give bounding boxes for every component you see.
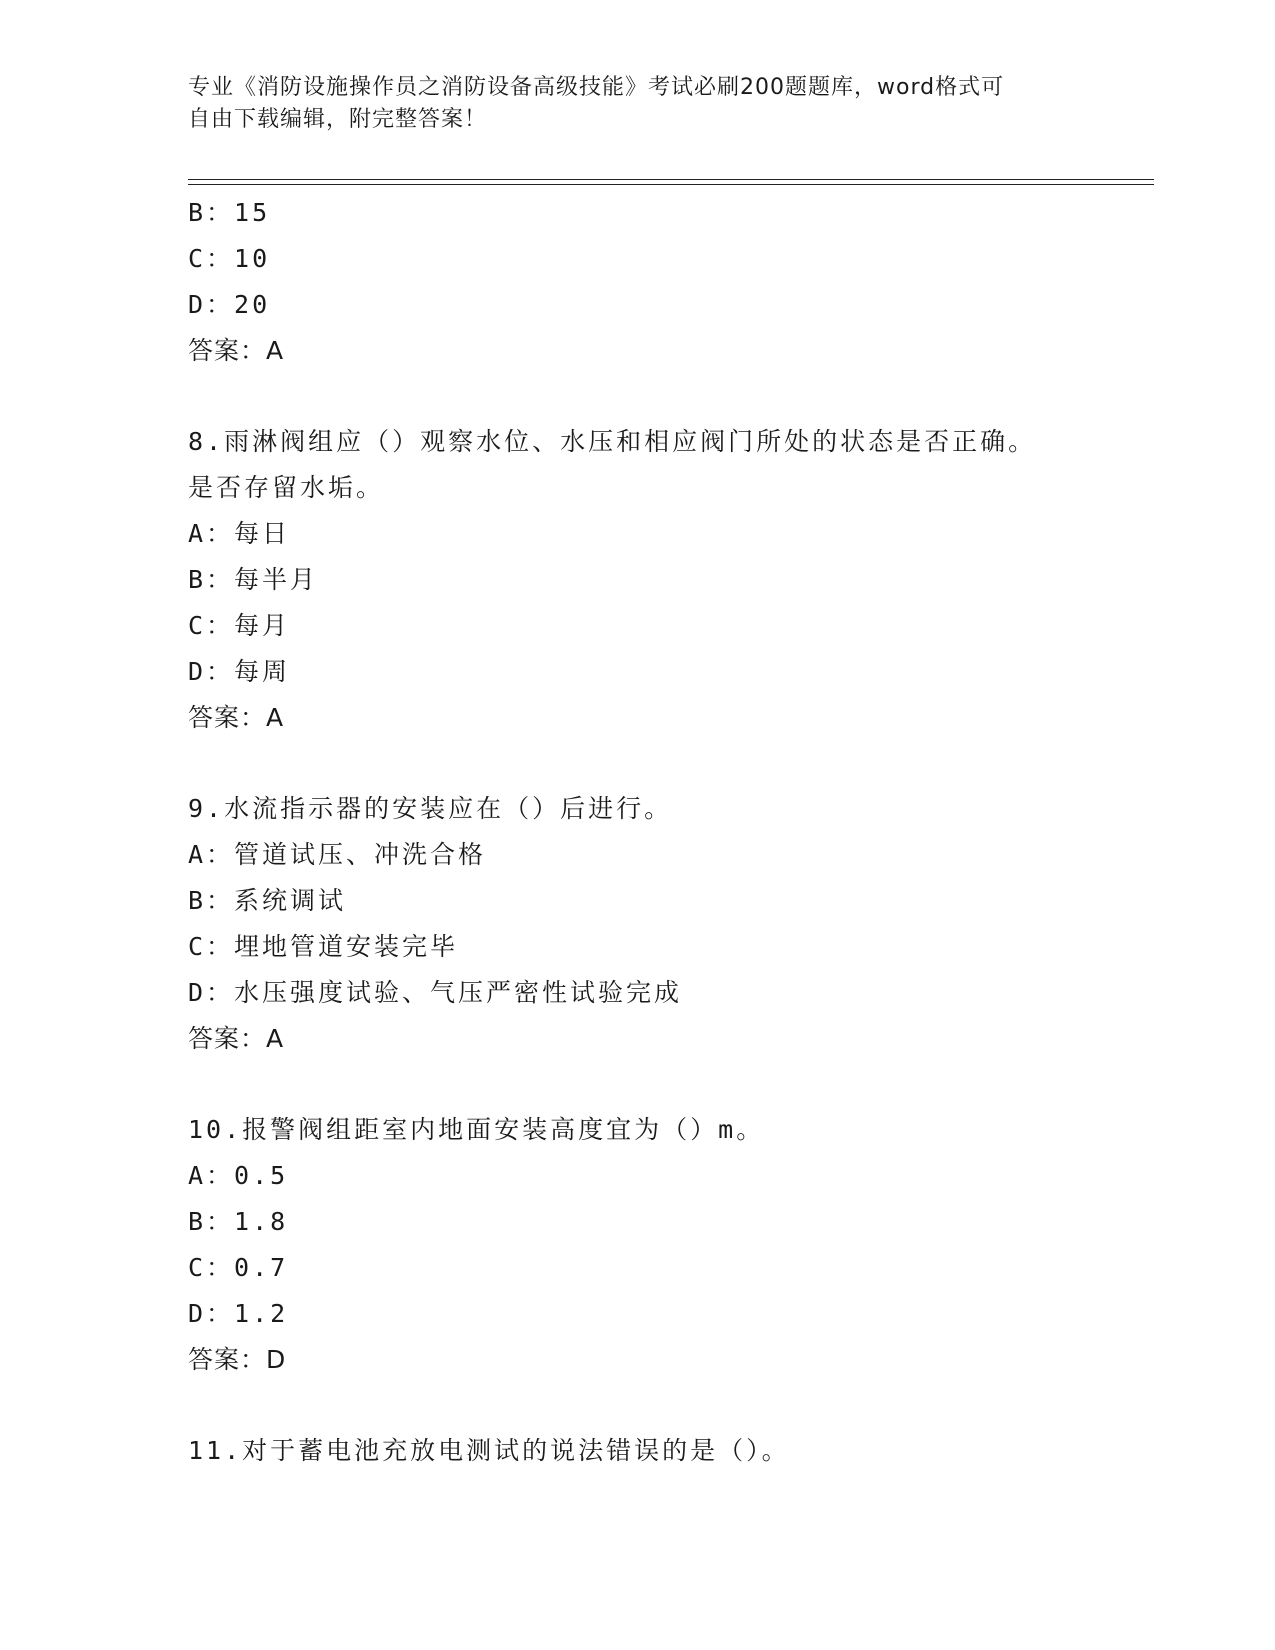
question-7-tail	[188, 190, 1128, 374]
option-c: C：10	[188, 244, 271, 273]
answer: 答案：A	[188, 703, 285, 732]
question-10	[188, 1107, 1128, 1383]
option-d: D：水压强度试验、气压严密性试验完成	[188, 978, 683, 1007]
question-8	[188, 419, 1128, 741]
option-c: C：埋地管道安装完毕	[188, 932, 459, 961]
answer: 答案：A	[188, 1024, 285, 1053]
spacer	[188, 1383, 1128, 1428]
header-divider-top	[188, 179, 1154, 180]
spacer	[188, 741, 1128, 786]
question-stem: 11.对于蓄电池充放电测试的说法错误的是（）。	[188, 1436, 790, 1465]
option-d: D：20	[188, 290, 271, 319]
option-d: D：每周	[188, 657, 291, 686]
spacer	[188, 1062, 1128, 1107]
answer: 答案：A	[188, 336, 285, 365]
spacer	[188, 374, 1128, 419]
question-list	[188, 190, 1128, 1474]
question-stem: 8.雨淋阀组应（）观察水位、水压和相应阀门所处的状态是否正确。	[188, 427, 1037, 456]
header-line-2: 自由下载编辑，附完整答案！	[188, 107, 488, 132]
option-a: A：0.5	[188, 1161, 289, 1190]
question-stem: 9.水流指示器的安装应在（）后进行。	[188, 794, 673, 823]
option-b: B：每半月	[188, 565, 319, 594]
header-divider-bottom	[188, 184, 1154, 185]
option-b: B：15	[188, 198, 271, 227]
option-c: C：每月	[188, 611, 291, 640]
question-stem-continued: 是否存留水垢。	[188, 473, 385, 502]
header-line-1: 专业《消防设施操作员之消防设备高级技能》考试必刷200题题库，word格式可	[188, 75, 1005, 100]
question-stem: 10.报警阀组距室内地面安装高度宜为（）m。	[188, 1115, 765, 1144]
document-header	[188, 72, 1068, 136]
question-11	[188, 1428, 1128, 1474]
option-b: B：1.8	[188, 1207, 289, 1236]
question-9	[188, 786, 1128, 1062]
option-d: D：1.2	[188, 1299, 289, 1328]
option-c: C：0.7	[188, 1253, 289, 1282]
option-b: B：系统调试	[188, 886, 347, 915]
option-a: A：管道试压、冲洗合格	[188, 840, 487, 869]
option-a: A：每日	[188, 519, 291, 548]
answer: 答案：D	[188, 1345, 287, 1374]
